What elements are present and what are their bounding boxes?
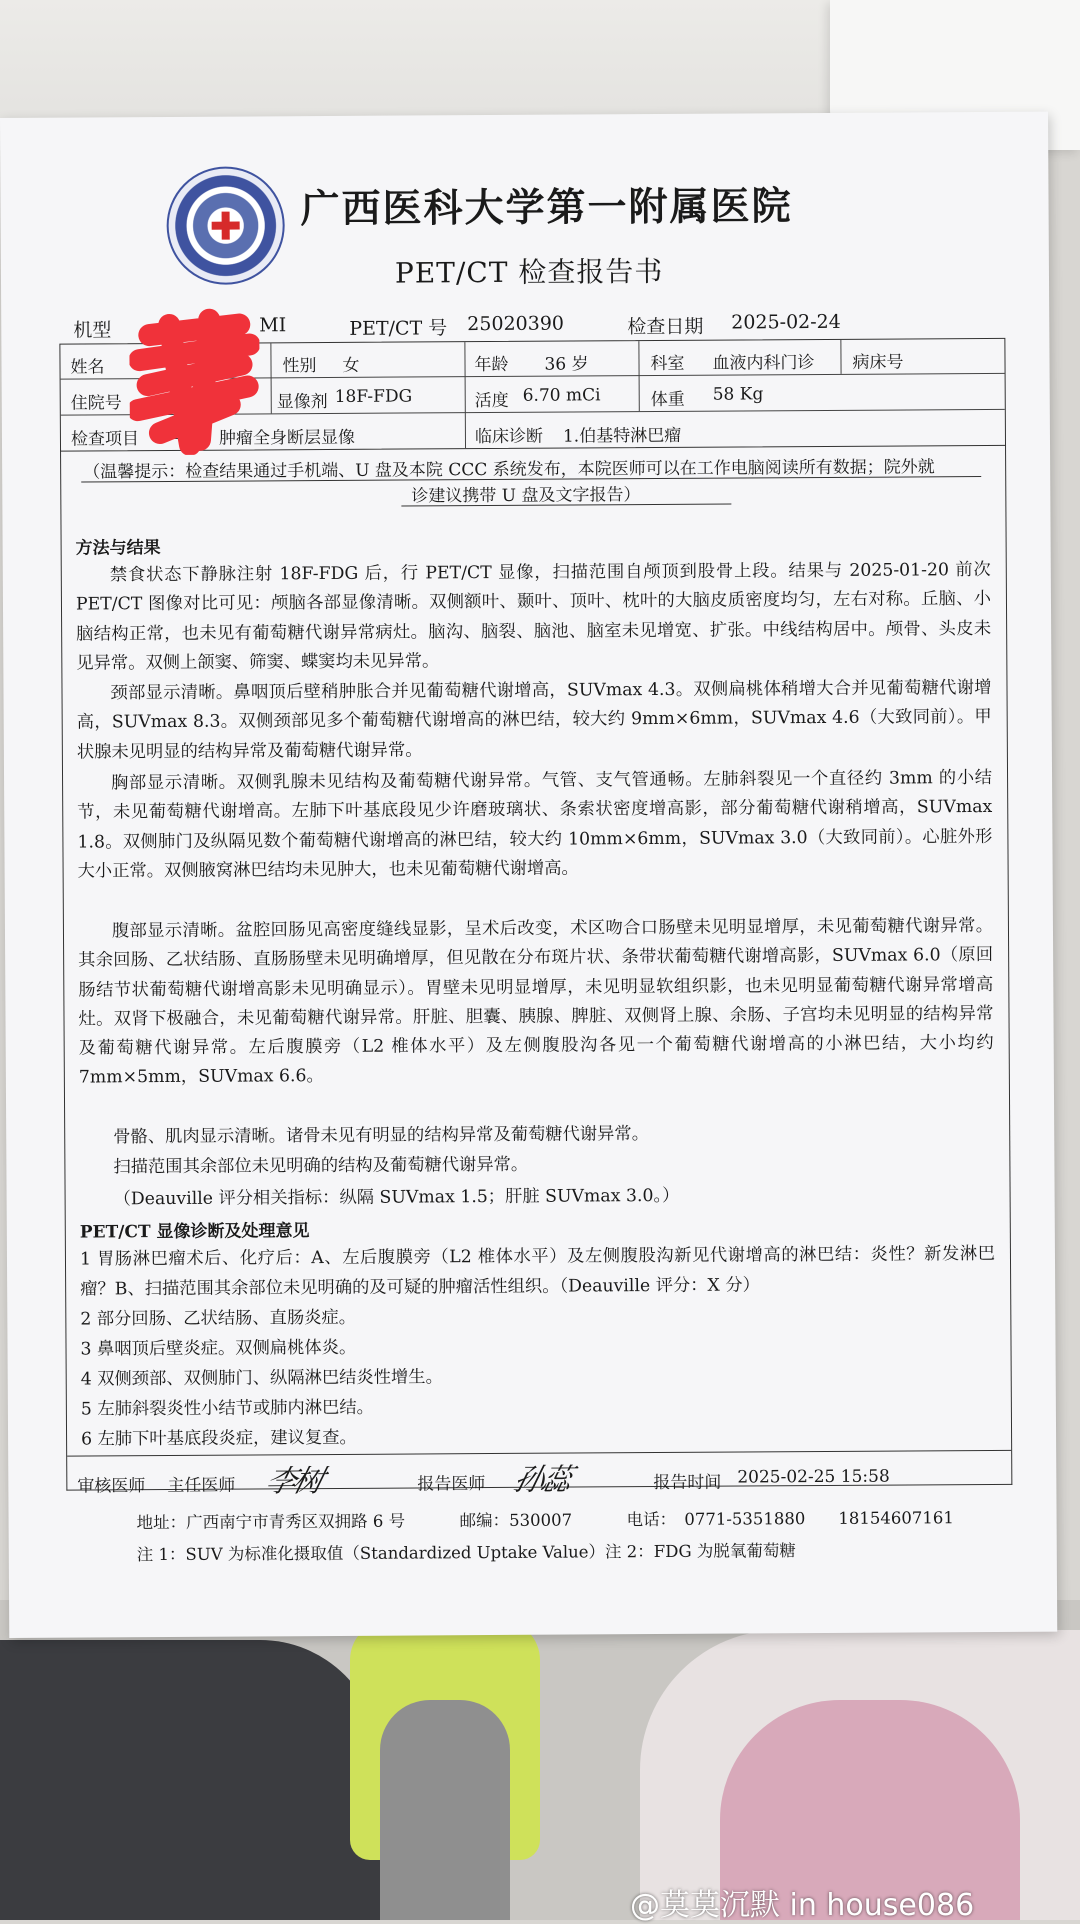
- name-label: 姓名: [70, 357, 105, 378]
- agent-value: 18F-FDG: [334, 386, 413, 407]
- floor-shadow: [0, 1640, 380, 1920]
- item-label: 检查项目: [70, 429, 140, 450]
- footer-phone: 电话： 0771-5351880 18154607161: [626, 1508, 954, 1530]
- exam-date-value: 2025-02-24: [731, 310, 841, 334]
- conclusion-item-4: 4 双侧颈部、双侧肺门、纵隔淋巴结炎性增生。: [80, 1367, 443, 1390]
- methods-paragraph-neck: 颈部显示清晰。鼻咽顶后壁稍肿胀合并见葡萄糖代谢增高，SUVmax 4.3。双侧扁桃体稍增大合并见葡萄糖代谢增高，SUVmax 8.3。双侧颈部见多个葡萄糖代谢增高的淋巴结，较大约 9mm×6mm，SUVmax 4.6（大致同前）。甲状腺未见明显的结构异常及葡萄糖代谢异常。: [76, 677, 992, 763]
- methods-paragraph-head: 禁食状态下静脉注射 18F-FDG 后，行 PET/CT 显像，扫描范围自颅顶到股骨上段。结果与 2025-01-20 前次 PET/CT 图像对比可见：颅脑各部显像清晰。双侧额叶、颞叶、顶叶、枕叶的大脑皮质密度均匀，左右对称。丘脑、小脑结构正常，也未见有葡萄糖代谢异常病灶。脑沟、脑裂、脑池、脑室未见增宽、扩张。中线结构居中。颅骨、头皮未见异常。双侧上颌窦、筛窦、蝶窦均未见异常。: [75, 559, 992, 674]
- reviewer-title: 主任医师: [167, 1475, 236, 1497]
- age-label: 年龄: [474, 354, 509, 376]
- hospital-name: 广西医科大学第一附属医院: [300, 183, 793, 233]
- reviewer-label: 审核医师: [77, 1476, 146, 1497]
- red-cross-icon: [212, 212, 240, 240]
- conclusion-item-3: 3 鼻咽顶后壁炎症。双侧扁桃体炎。: [80, 1337, 357, 1360]
- exam-date-label: 检查日期: [627, 315, 704, 339]
- methods-paragraph-bone: 骨骼、肌肉显示清晰。诸骨未见有明显的结构异常及葡萄糖代谢异常。: [113, 1124, 650, 1148]
- hospital-logo-icon: [166, 166, 285, 285]
- dept-label: 科室: [650, 353, 685, 375]
- petct-no-label: PET/CT 号: [349, 317, 448, 340]
- sex-value: 女: [342, 355, 360, 376]
- report-time-value: 2025-02-25 15:58: [737, 1466, 890, 1488]
- bed-label: 病床号: [852, 352, 904, 373]
- sex-label: 性别: [282, 356, 317, 377]
- reporter-signature: 孙蕊: [510, 1462, 573, 1498]
- age-value: 36 岁: [544, 354, 589, 375]
- report-paper: [0, 112, 1057, 1638]
- reporter-label: 报告医师: [417, 1474, 486, 1495]
- methods-title: 方法与结果: [75, 538, 161, 559]
- tip-line-2: 诊建议携带 U 盘及文字报告）: [411, 485, 641, 507]
- activity-label: 活度: [474, 390, 509, 412]
- report-body: [60, 444, 1012, 1500]
- methods-paragraph-other: 扫描范围其余部位未见明确的结构及葡萄糖代谢异常。: [113, 1154, 529, 1178]
- methods-paragraph-abdomen: 腹部显示清晰。盆腔回肠见高密度缝线显影，呈术后改变，术区吻合口肠壁未见明显增厚，未见葡萄糖代谢异常。其余回肠、乙状结肠、直肠肠壁未见明确增厚，但见散在分布斑片状、条带状葡萄糖代谢增高影，SUVmax 6.0（原回肠结节状葡萄糖代谢增高影未见明确显示）。胃壁未见明显增厚，未见明显软组织影，也未见明显葡萄糖代谢异常增高灶。双肾下极融合，未见葡萄糖代谢异常。肝脏、胆囊、胰腺、脾脏、双侧肾上腺、余肠、子宫均未见明显的结构异常及葡萄糖代谢异常。左后腹膜旁（L2 椎体水平）及左侧腹股沟各见一个葡萄糖代谢增高的小淋巴结，大小均约 7mm×5mm，SUVmax 6.6。: [78, 915, 994, 1089]
- weight-label: 体重: [650, 389, 685, 411]
- diag-label: 临床诊断: [474, 426, 544, 448]
- conclusion-item-2: 2 部分回肠、乙状结肠、直肠炎症。: [80, 1307, 357, 1330]
- sock-left: [380, 1700, 510, 1920]
- weight-value: 58 Kg: [712, 384, 764, 405]
- petct-no-value: 25020390: [467, 312, 565, 336]
- redaction-scribble: [129, 304, 260, 455]
- footer-postcode: 邮编：530007: [459, 1510, 573, 1531]
- footer-address: 地址：广西南宁市青秀区双拥路 6 号: [136, 1511, 406, 1533]
- report-title: PET/CT 检查报告书: [394, 254, 664, 290]
- inpatient-label: 住院号: [70, 393, 122, 414]
- report-time-label: 报告时间: [653, 1472, 722, 1494]
- methods-paragraph-deauville: （Deauville 评分相关指标：纵隔 SUVmax 1.5；肝脏 SUVmax 3.0。）: [113, 1185, 680, 1210]
- item-value: 肿瘤全身断层显像: [218, 427, 356, 449]
- machine-value: MI: [259, 314, 287, 337]
- methods-paragraph-chest: 胸部显示清晰。双侧乳腺未见结构及葡萄糖代谢异常。气管、支气管通畅。左肺斜裂见一个直径约 3mm 的小结节，未见葡萄糖代谢增高。左肺下叶基底段见少许磨玻璃状、条索状密度增高影，部分葡萄糖代谢稍增高，SUVmax 1.8。双侧肺门及纵隔见数个葡萄糖代谢增高的淋巴结，较大约 10mm×6mm，SUVmax 3.0（大致同前）。心脏外形大小正常。双侧腋窝淋巴结均未见肿大，也未见葡萄糖代谢增高。: [77, 767, 993, 882]
- conclusion-item-6: 6 左肺下叶基底段炎症，建议复查。: [81, 1427, 357, 1450]
- diag-value: 1.伯基特淋巴瘤: [562, 425, 682, 447]
- conclusion-item-1: 1 胃肠淋巴瘤术后、化疗后：A、左后腹膜旁（L2 椎体水平）及左侧腹股沟新见代谢增高的淋巴结：炎性？新发淋巴瘤？B、扫描范围其余部位未见明确的及可疑的肿瘤活性组织。（Deauville 评分：X 分）: [79, 1243, 996, 1300]
- machine-label: 机型: [73, 319, 112, 342]
- dept-value: 血液内科门诊: [712, 353, 815, 374]
- item-value-prefix: PET: [156, 423, 193, 445]
- conclusion-title: PET/CT 显像诊断及处理意见: [79, 1221, 310, 1243]
- watermark: @莫莫沉默 in house086: [630, 1888, 975, 1923]
- reviewer-signature: 李树: [262, 1464, 325, 1500]
- footer-note: 注 1：SUV 为标准化摄取值（Standardized Uptake Value）注 2：FDG 为脱氧葡萄糖: [136, 1541, 796, 1565]
- footer-contact: [137, 1504, 954, 1533]
- tip-line-1: （温馨提示：检查结果通过手机端、U 盘及本院 CCC 系统发布，本院医师可以在工作电脑阅读所有数据；院外就: [83, 457, 935, 483]
- conclusion-item-5: 5 左肺斜裂炎性小结节或肺内淋巴结。: [80, 1397, 374, 1420]
- agent-label: 显像剂: [276, 392, 328, 413]
- activity-value: 6.70 mCi: [522, 385, 601, 406]
